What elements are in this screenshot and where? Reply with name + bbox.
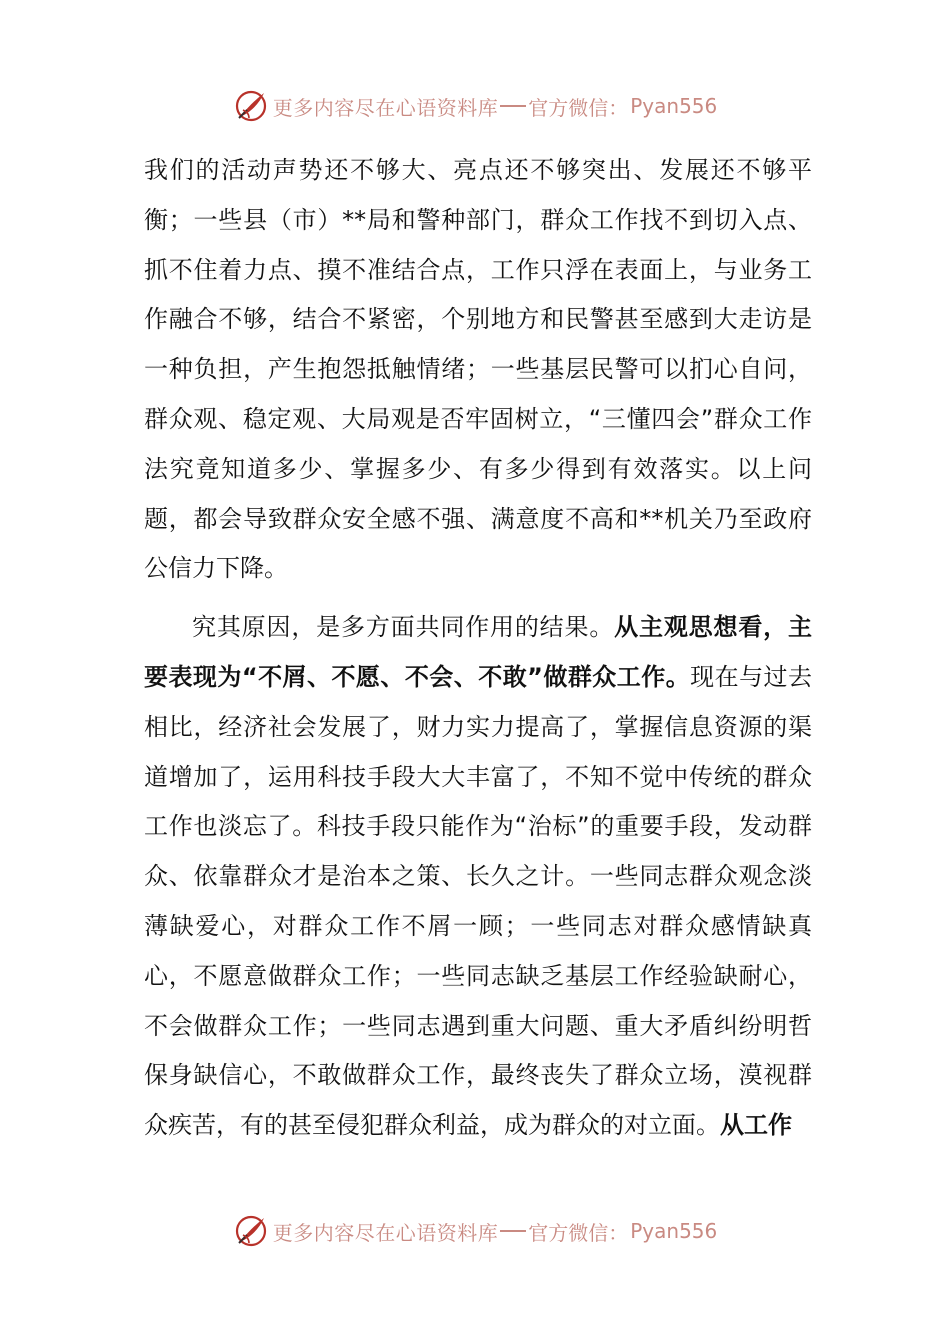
paragraph-2-bold-heading: 从主观思想看，主要表现为“不屑、不愿、不会、不敢”做群众工作。 <box>144 613 813 691</box>
quill-logo-icon <box>233 1213 269 1249</box>
footer-wechat-label: 官方微信： <box>528 1220 629 1245</box>
header-banner-text: 更多内容尽在心语资料库 <box>272 95 499 120</box>
paragraph-2 <box>144 603 812 1151</box>
header-wechat-id: Pyan556 <box>630 94 718 118</box>
footer-banner-text: 更多内容尽在心语资料库 <box>272 1220 499 1245</box>
footer-banner <box>0 1209 950 1253</box>
footer-banner-dash <box>500 1230 526 1232</box>
paragraph-1: 我们的活动声势还不够大、亮点还不够突出、发展还不够平衡；一些县（市）**局和警种部门，群众工作找不到切入点、抓不住着力点、摸不准结合点，工作只浮在表面上，与业务工作融合不够，结合不紧密，个别地方和民警甚至感到大走访是一种负担，产生抱怨抵触情绪；一些基层民警可以扪心自问，群众观、稳定观、大局观是否牢固树立，“三懂四会”群众工作法究竟知道多少、掌握多少、有多少得到有效落实。以上问题，都会导致群众安全感不强、满意度不高和**机关乃至政府公信力下降。 <box>144 156 812 583</box>
header-banner-dash <box>500 105 526 107</box>
paragraph-2-intro: 究其原因，是多方面共同作用的结果。 <box>192 613 615 642</box>
header-wechat-label: 官方微信： <box>528 95 629 120</box>
paragraph-2-body: 现在与过去相比，经济社会发展了，财力实力提高了，掌握信息资源的渠道增加了，运用科技手段大大丰富了，不知不觉中传统的群众工作也淡忘了。科技手段只能作为“治标”的重要手段，发动群众、依靠群众才是治本之策、长久之计。一些同志群众观念淡薄缺爱心，对群众工作不屑一顾；一些同志对群众感情缺真心，不愿意做群众工作；一些同志缺乏基层工作经验缺耐心，不会做群众工作；一些同志遇到重大问题、重大矛盾纠纷明哲保身缺信心，不敢做群众工作，最终丧失了群众立场，漠视群众疾苦，有的甚至侵犯群众利益，成为群众的对立面。 <box>144 662 813 1140</box>
paragraph-2-bold-tail: 从工作 <box>720 1111 792 1140</box>
quill-logo-icon <box>233 88 269 124</box>
document-body <box>144 146 812 1151</box>
footer-wechat-id: Pyan556 <box>630 1219 718 1243</box>
header-banner <box>0 84 950 128</box>
